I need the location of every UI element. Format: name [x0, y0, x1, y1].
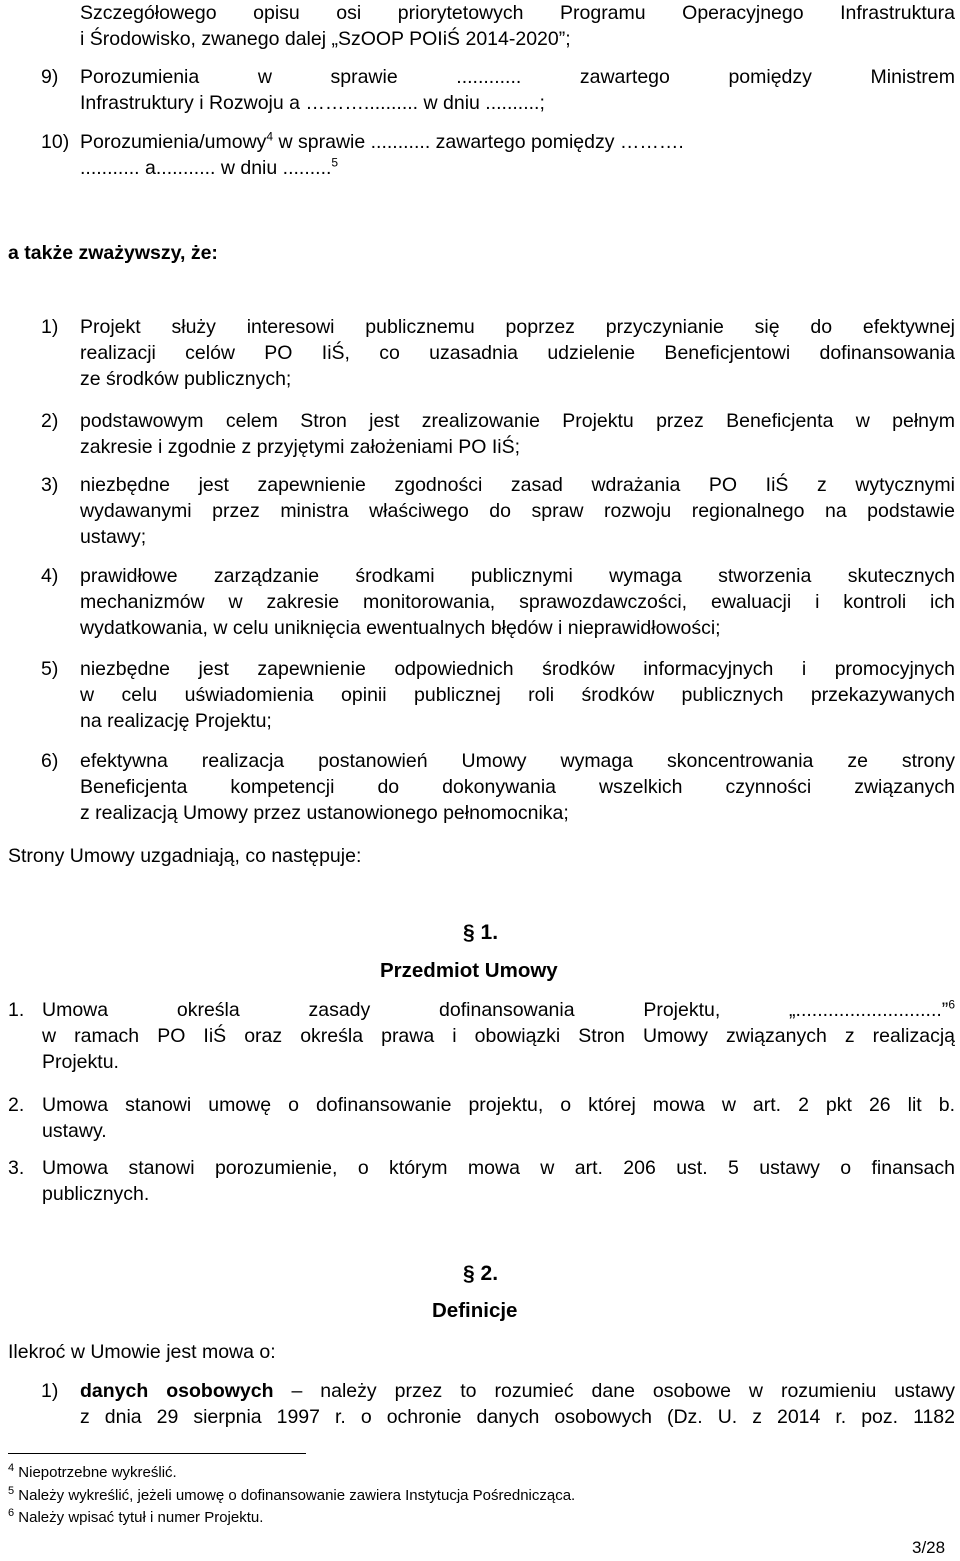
intro-item-10	[80, 129, 684, 155]
whereas-item-line: Beneficjenta kompetencji do dokonywania wszelkich czynności związanych	[80, 776, 955, 798]
whereas-item-line: w celu uświadomienia opinii publicznej roli środków publicznych przekazywanych	[80, 684, 955, 706]
section1-item-1-cont: Projektu.	[42, 1051, 119, 1073]
definition-item-1-cont: z dnia 29 sierpnia 1997 r. o ochronie danych osobowych (Dz. U. z 2014 r. poz. 1182	[80, 1406, 955, 1428]
list-number: 1.	[8, 999, 25, 1021]
intro-line: Szczegółowego opisu osi priorytetowych Programu Operacyjnego Infrastruktura	[80, 2, 955, 24]
section-title: Definicje	[432, 1299, 518, 1322]
whereas-item-line: na realizację Projektu;	[80, 710, 272, 732]
footnote-ref: 4	[266, 129, 274, 144]
list-number: 4)	[41, 565, 59, 587]
whereas-item-line: zakresie i zgodnie z przyjętymi założeniami PO IiŚ;	[80, 436, 520, 458]
whereas-item-line: wydawanymi przez ministra właściwego do spraw rozwoju regionalnego na podstawie	[80, 500, 955, 522]
intro-item-10-text: ........... a........... w dniu .........	[80, 157, 332, 179]
section1-item-2-cont: ustawy.	[42, 1120, 107, 1142]
list-number: 2)	[41, 410, 59, 432]
list-number: 3.	[8, 1157, 25, 1179]
footnote-number: 6	[8, 1507, 15, 1519]
whereas-item-line: ze środków publicznych;	[80, 368, 292, 390]
whereas-item-line: realizacji celów PO IiŚ, co uzasadnia udzielenie Beneficjentowi dofinansowania	[80, 342, 955, 364]
section1-item-1-cont: w ramach PO IiŚ oraz określa prawa i obowiązki Stron Umowy związanych z realizacją	[42, 1025, 955, 1047]
footnote-number: 4	[8, 1462, 15, 1474]
section1-item-text: Umowa określa zasady dofinansowania Projektu, „...........................”	[42, 999, 949, 1021]
agreement-line: Strony Umowy uzgadniają, co następuje:	[8, 845, 362, 867]
section-title: Przedmiot Umowy	[380, 959, 558, 982]
footnote	[8, 1508, 263, 1528]
list-number: 1)	[41, 1380, 59, 1402]
section-number: § 1.	[463, 921, 499, 944]
whereas-item-line: podstawowym celem Stron jest zrealizowanie Projektu przez Beneficjenta w pełnym	[80, 410, 955, 432]
whereas-item-line: z realizacją Umowy przez ustanowionego pełnomocnika;	[80, 802, 569, 824]
intro-item-9-cont: Infrastruktury i Rozwoju a ……….......... w dniu ..........;	[80, 92, 545, 114]
section1-item-1	[42, 997, 955, 1023]
whereas-item-line: niezbędne jest zapewnienie zgodności zasad wdrażania PO IiŚ z wytycznymi	[80, 474, 955, 496]
intro-item-10-text: w sprawie ........... zawartego pomiędzy ……….	[273, 131, 684, 153]
intro-line: i Środowisko, zwanego dalej „SzOOP POIiŚ 2014-2020”;	[80, 28, 571, 50]
whereas-item-line: wydatkowania, w celu uniknięcia ewentualnych błędów i nieprawidłowości;	[80, 617, 721, 639]
definition-term: danych osobowych	[80, 1380, 274, 1402]
list-number: 3)	[41, 474, 59, 496]
section1-item-3: Umowa stanowi porozumienie, o którym mowa w art. 206 ust. 5 ustawy o finansach	[42, 1157, 955, 1179]
definition-item-1	[80, 1378, 955, 1404]
footnote	[8, 1486, 575, 1506]
footnote-ref: 6	[948, 997, 955, 1012]
whereas-heading: a także zważywszy, że:	[8, 242, 218, 264]
footnote-text: Niepotrzebne wykreślić.	[18, 1464, 177, 1481]
intro-item-9: Porozumienia w sprawie ............ zawartego pomiędzy Ministrem	[80, 66, 955, 88]
page-number: 3/28	[912, 1538, 946, 1557]
section1-item-3-cont: publicznych.	[42, 1183, 150, 1205]
whereas-item-line: ustawy;	[80, 526, 147, 548]
list-number: 1)	[41, 316, 59, 338]
definition-text: – należy przez to rozumieć dane osobowe w rozumieniu ustawy	[273, 1380, 955, 1402]
definitions-lead: Ilekroć w Umowie jest mowa o:	[8, 1341, 276, 1363]
intro-item-10-cont	[80, 155, 338, 181]
intro-item-10-text: Porozumienia/umowy	[80, 131, 267, 153]
section-number: § 2.	[463, 1262, 499, 1285]
footnote-text: Należy wpisać tytuł i numer Projektu.	[18, 1509, 264, 1526]
whereas-item-line: mechanizmów w zakresie monitorowania, sprawozdawczości, ewaluacji i kontroli ich	[80, 591, 955, 613]
list-number: 10)	[41, 131, 70, 153]
footnote	[8, 1463, 177, 1483]
footnote-ref: 5	[331, 155, 339, 170]
list-number: 5)	[41, 658, 59, 680]
whereas-item-line: efektywna realizacja postanowień Umowy wymaga skoncentrowania ze strony	[80, 750, 955, 772]
list-number: 2.	[8, 1094, 25, 1116]
list-number: 9)	[41, 66, 59, 88]
list-number: 6)	[41, 750, 59, 772]
footnote-number: 5	[8, 1485, 15, 1497]
whereas-item-line: Projekt służy interesowi publicznemu poprzez przyczynianie się do efektywnej	[80, 316, 955, 338]
whereas-item-line: niezbędne jest zapewnienie odpowiednich środków informacyjnych i promocyjnych	[80, 658, 955, 680]
footnote-separator	[8, 1453, 306, 1454]
footnote-text: Należy wykreślić, jeżeli umowę o dofinansowanie zawiera Instytucja Pośrednicząca.	[18, 1487, 576, 1504]
whereas-item-line: prawidłowe zarządzanie środkami publicznymi wymaga stworzenia skutecznych	[80, 565, 955, 587]
section1-item-2: Umowa stanowi umowę o dofinansowanie projektu, o której mowa w art. 2 pkt 26 lit b.	[42, 1094, 955, 1116]
